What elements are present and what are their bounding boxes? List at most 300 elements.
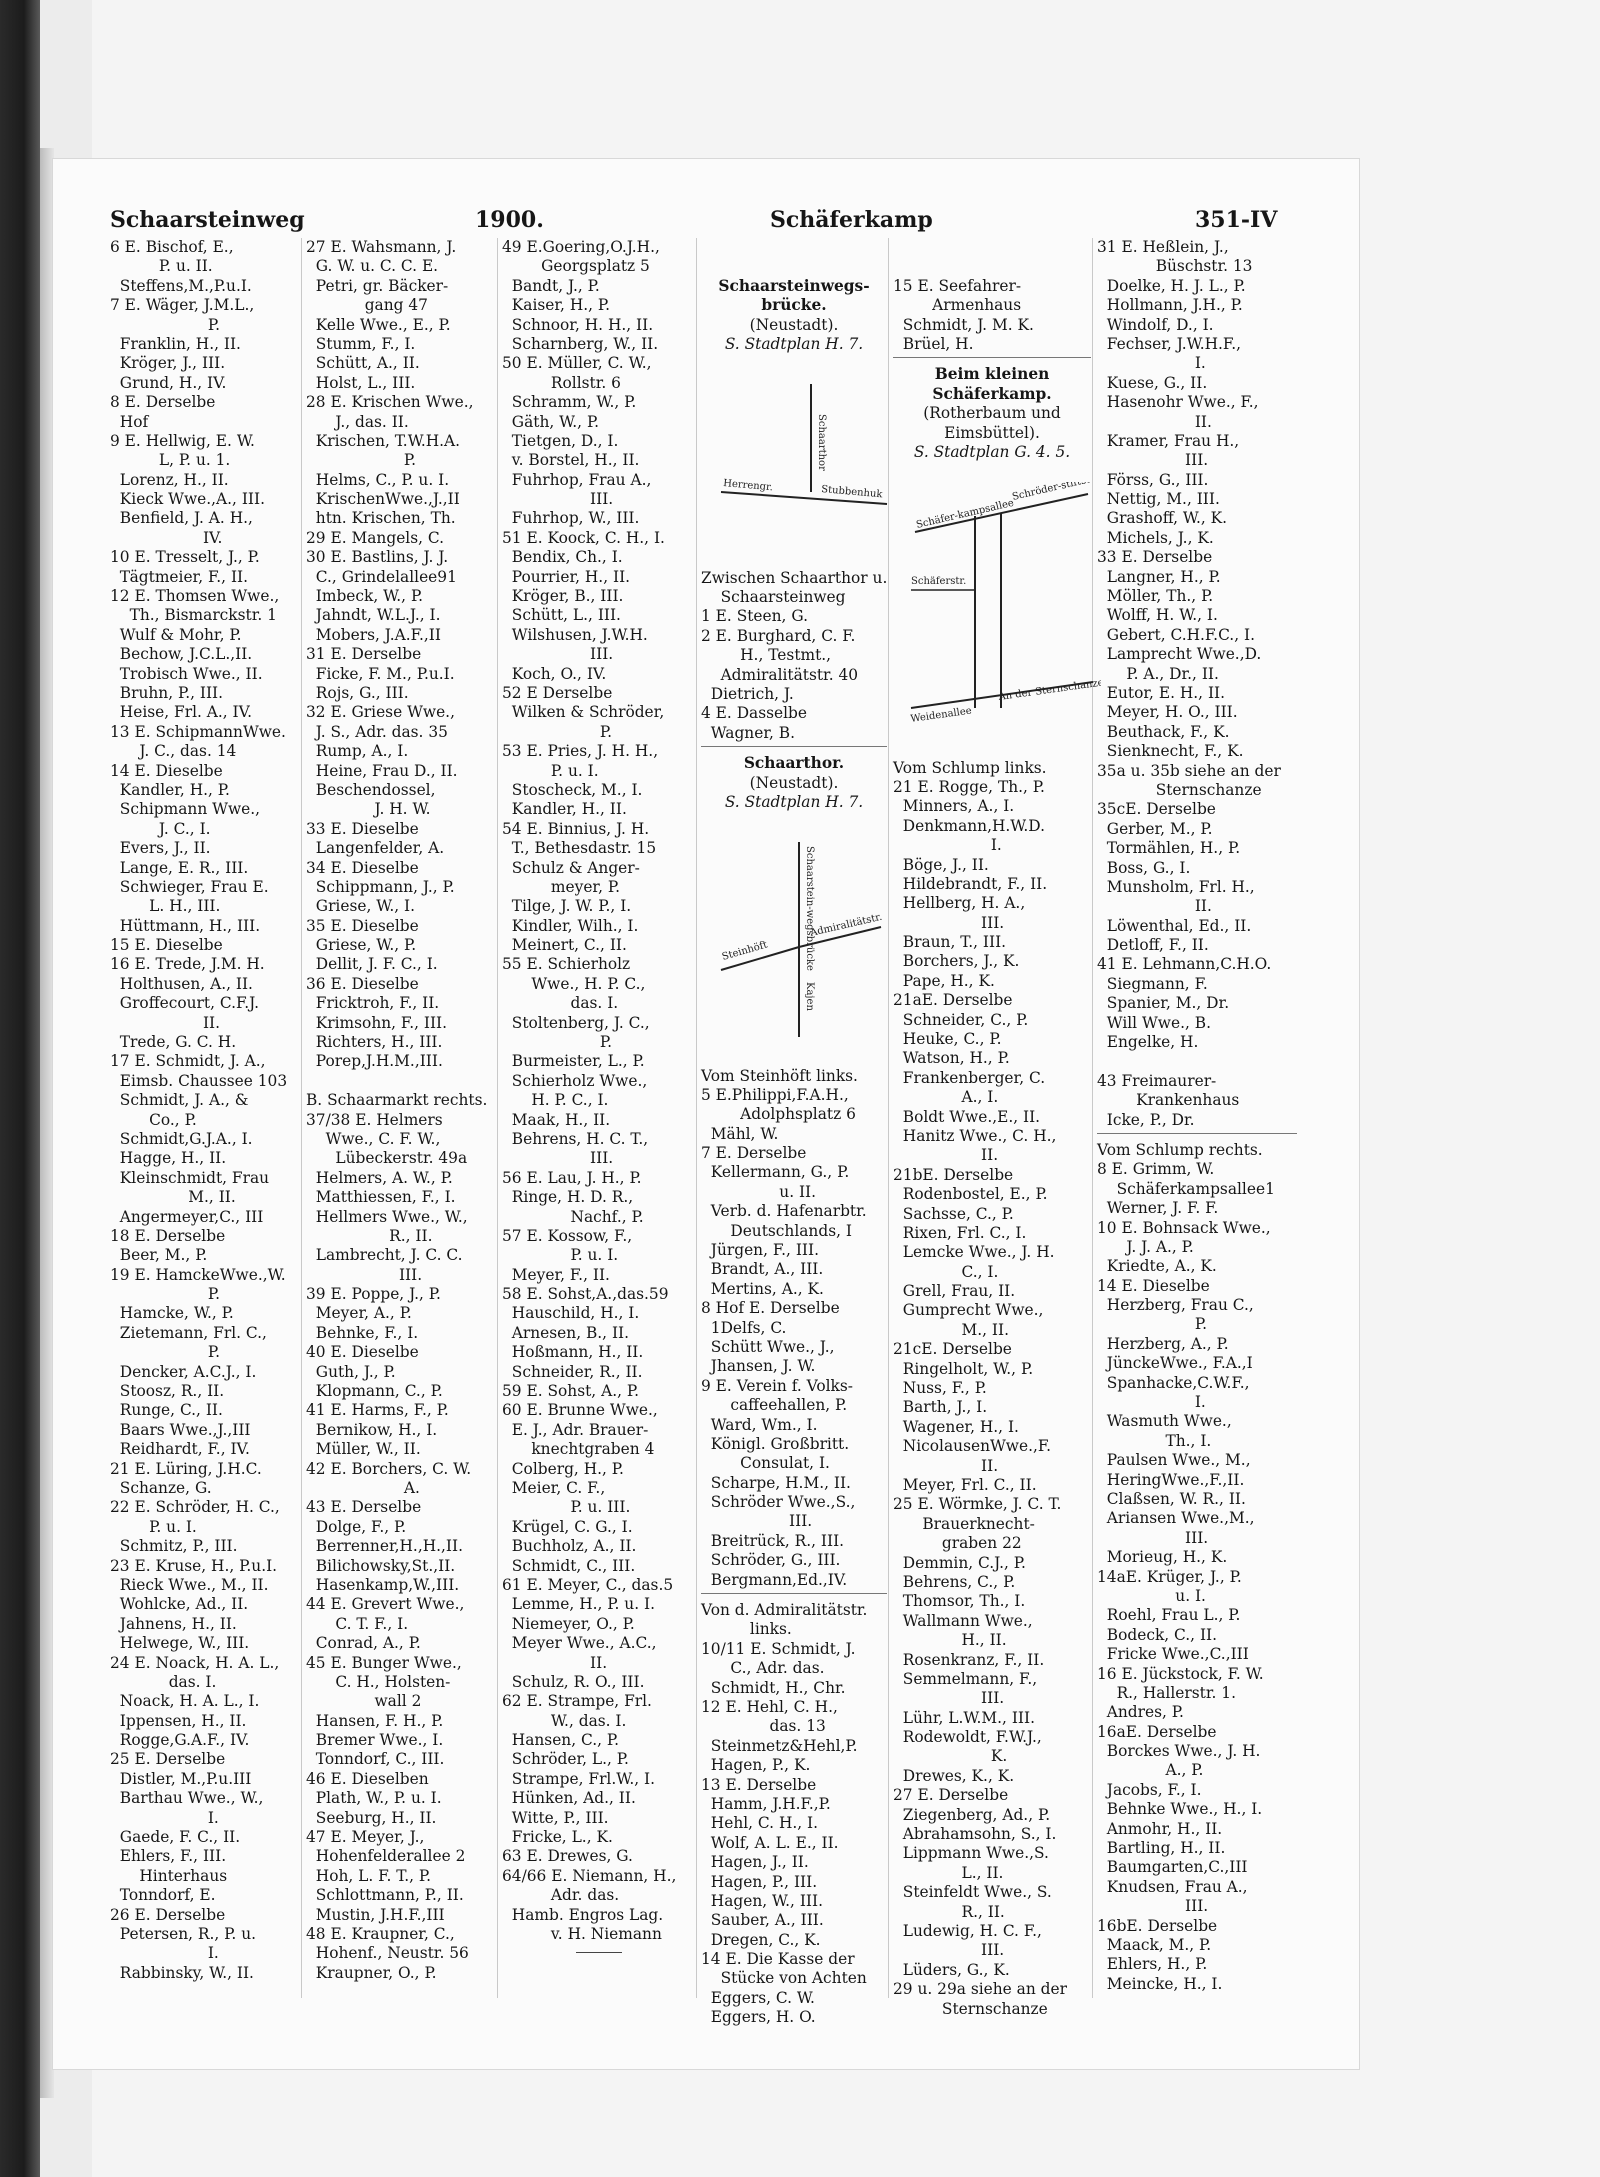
- directory-entry-line: H., II.: [893, 1631, 1007, 1650]
- directory-entry-line: C. T. F., I.: [306, 1614, 409, 1633]
- directory-entry-line: Admiralitätstr. 40: [701, 665, 859, 684]
- directory-entry-line: 18 E. Derselbe: [110, 1226, 226, 1245]
- directory-entry-line: Rabbinsky, W., II.: [110, 1963, 254, 1982]
- directory-entry-line: Adr. das.: [502, 1886, 620, 1905]
- directory-entry-line: II.: [1097, 412, 1212, 431]
- directory-entry-line: 7 E. Derselbe: [701, 1144, 807, 1163]
- directory-entry-line: Kuese, G., II.: [1097, 373, 1208, 392]
- directory-entry-line: 56 E. Lau, J. H., P.: [502, 1168, 642, 1187]
- directory-entry-line: Rojs, G., III.: [306, 683, 409, 702]
- map-label-top-right: Schröder-stiftstr.: [1010, 481, 1098, 503]
- directory-entry-line: Sternschanze: [893, 1999, 1048, 2018]
- directory-entry-line: 6 E. Bischof, E.,: [110, 238, 234, 256]
- directory-entry-line: Behnke, F., I.: [306, 1323, 419, 1342]
- directory-entry-line: L., II.: [893, 1863, 1004, 1882]
- directory-entry-line: Ippensen, H., II.: [110, 1711, 247, 1730]
- directory-entry-line: Plath, W., P. u. I.: [306, 1789, 442, 1808]
- directory-entry-line: 22 E. Schröder, H. C.,: [110, 1498, 280, 1517]
- directory-entry-line: Hoßmann, H., II.: [502, 1343, 644, 1362]
- directory-entry-line: Reidhardt, F., IV.: [110, 1440, 250, 1459]
- directory-entry-line: III.: [502, 490, 614, 509]
- directory-entry-line: Ringelholt, W., P.: [893, 1359, 1034, 1378]
- directory-entry-line: Dregen, C., K.: [701, 1930, 821, 1949]
- directory-entry-line: 33 E. Derselbe: [1097, 548, 1213, 567]
- directory-entry-line: 61 E. Meyer, C., das.5: [502, 1575, 674, 1594]
- beim-kleinen-schaeferkamp-heading: [893, 277, 1091, 463]
- directory-entry-line: Wagner, B.: [701, 723, 795, 742]
- directory-entry-line: Hagen, W., III.: [701, 1891, 823, 1910]
- directory-entry-line: links.: [701, 1620, 792, 1639]
- directory-entry-line: Th., Bismarckstr. 1: [110, 606, 277, 625]
- directory-entry-line: Königl. Großbritt.: [701, 1434, 850, 1453]
- directory-entry-line: Wolff, H. W., I.: [1097, 606, 1218, 625]
- directory-entry-line: Matthiessen, F., I.: [306, 1188, 456, 1207]
- directory-entry-line: Kleinschmidt, Frau: [110, 1168, 270, 1187]
- directory-entry-line: Hünken, Ad., II.: [502, 1789, 636, 1808]
- directory-entry-line: Lüders, G., K.: [893, 1960, 1010, 1979]
- directory-entry-line: 39 E. Poppe, J., P.: [306, 1285, 441, 1304]
- directory-entry-line: Stumm, F., I.: [306, 334, 416, 353]
- directory-entry-line: Lamprecht Wwe.,D.: [1097, 645, 1262, 664]
- directory-entry-line: T., Bethesdastr. 15: [502, 839, 657, 858]
- directory-entry-line: Jürgen, F., III.: [701, 1241, 819, 1260]
- directory-entry-line: Stücke von Achten: [701, 1969, 867, 1988]
- directory-entry-line: Schmitz, P., III.: [110, 1537, 238, 1556]
- directory-entry-line: Möller, Th., P.: [1097, 587, 1214, 606]
- directory-entry-line: Verb. d. Hafenarbtr.: [701, 1202, 867, 1221]
- directory-entry-line: C. H., Holsten-: [306, 1672, 451, 1691]
- directory-entry-line: 14 E. Die Kasse der: [701, 1950, 855, 1969]
- directory-entry-line: Schmidt, C., III.: [502, 1556, 636, 1575]
- directory-entry-line: graben 22: [893, 1534, 1022, 1553]
- directory-entry-line: III.: [893, 913, 1005, 932]
- directory-entry-line: Lemcke Wwe., J. H.: [893, 1243, 1055, 1262]
- directory-entry-line: Kröger, B., III.: [502, 587, 624, 606]
- directory-entry-line: Mähl, W.: [701, 1124, 779, 1143]
- directory-entry-line: Michels, J., K.: [1097, 528, 1214, 547]
- directory-entry-line: Schütt, L., III.: [502, 606, 621, 625]
- street-map-schaeferkamp: [903, 482, 1101, 734]
- directory-entry-line: P.: [306, 451, 416, 470]
- directory-entry-line: 64/66 E. Niemann, H.,: [502, 1866, 677, 1885]
- directory-entry-line: P. u. I.: [502, 1246, 619, 1265]
- directory-entry-line: 41 E. Lehmann,C.H.O.: [1097, 955, 1272, 974]
- section-heading: Schaarthor.: [743, 754, 845, 773]
- directory-entry-line: III.: [893, 1941, 1005, 1960]
- directory-entry-line: Müller, W., II.: [306, 1440, 421, 1459]
- directory-entry-line: Gebert, C.H.F.C., I.: [1097, 625, 1255, 644]
- directory-entry-line: Fuhrhop, W., III.: [502, 509, 640, 528]
- directory-entry-line: 21cE. Derselbe: [893, 1340, 1012, 1359]
- directory-entry-line: Meier, C. F.,: [502, 1479, 606, 1497]
- directory-entry-line: Schmidt,G.J.A., I.: [110, 1129, 253, 1148]
- directory-entry-line: Meinert, C., II.: [502, 936, 627, 955]
- directory-entry-line: I.: [893, 836, 1002, 855]
- directory-entry-line: Hildebrandt, F., II.: [893, 874, 1048, 893]
- directory-entry-line: S. Stadtplan G. 4. 5.: [913, 442, 1071, 461]
- directory-entry-line: Arnesen, B., II.: [502, 1323, 630, 1342]
- directory-entry-line: Hagen, J., II.: [701, 1853, 809, 1872]
- directory-entry-line: Rosenkranz, F., II.: [893, 1650, 1045, 1669]
- directory-entry-line: Schippmann, J., P.: [306, 877, 455, 896]
- directory-entry-line: Colberg, H., P.: [502, 1459, 624, 1478]
- directory-entry-line: Tilge, J. W. P., I.: [502, 897, 632, 916]
- directory-entry-line: Griese, W., P.: [306, 936, 417, 955]
- directory-entry-line: Bilichowsky,St.,II.: [306, 1556, 456, 1575]
- directory-entry-line: Hellberg, H. A.,: [893, 894, 1026, 913]
- directory-entry-line: 28 E. Krischen Wwe.,: [306, 393, 474, 412]
- directory-entry-line: Kraupner, O., P.: [306, 1963, 437, 1982]
- directory-entry-line: Hanitz Wwe., C. H.,: [893, 1126, 1057, 1145]
- directory-entry-line: 47 E. Meyer, J.,: [306, 1828, 425, 1847]
- directory-entry-line: I.: [110, 1944, 219, 1963]
- directory-entry-line: IV.: [110, 528, 223, 547]
- directory-entry-line: Stoosz, R., II.: [110, 1382, 225, 1401]
- directory-entry-line: J. C., das. 14: [110, 742, 237, 761]
- directory-entry-line: knechtgraben 4: [502, 1440, 655, 1459]
- directory-entry-line: Lambrecht, J. C. C.: [306, 1246, 463, 1265]
- directory-entry-line: 15 E. Dieselbe: [110, 936, 223, 955]
- directory-entry-line: 31 E. Derselbe: [306, 645, 422, 664]
- directory-entry-line: Claßsen, W. R., II.: [1097, 1490, 1246, 1508]
- directory-entry-line: W., das. I.: [502, 1711, 627, 1730]
- directory-entry-line: Meyer, Frl. C., II.: [893, 1476, 1037, 1494]
- directory-entry-line: Kandler, H., II.: [502, 800, 627, 819]
- directory-entry-line: 30 E. Bastlins, J. J.: [306, 548, 449, 567]
- directory-entry-line: Werner, J. F. F.: [1097, 1199, 1219, 1218]
- directory-entry-line: Benfield, J. A. H.,: [110, 509, 253, 528]
- directory-entry-line: Lühr, L.W.M., III.: [893, 1708, 1035, 1727]
- directory-entry-line: M., II.: [893, 1320, 1009, 1339]
- column-separator: [497, 238, 498, 1998]
- directory-entry-line: Th., I.: [1097, 1431, 1212, 1450]
- directory-entry-line: Meyer Wwe., A.C.,: [502, 1634, 657, 1653]
- directory-entry-line: II.: [1097, 897, 1212, 916]
- directory-entry-line: Hohenf., Neustr. 56: [306, 1944, 469, 1963]
- directory-entry-line: Lorenz, H., II.: [110, 470, 229, 489]
- directory-entry-line: Hansen, F. H., P.: [306, 1711, 444, 1730]
- directory-entry-line: 21 E. Lüring, J.H.C.: [110, 1459, 262, 1478]
- directory-entry-line: Grell, Frau, II.: [893, 1282, 1016, 1301]
- directory-entry-line: 7 E. Wäger, J.M.L.,: [110, 296, 255, 315]
- directory-entry-line: 42 E. Borchers, C. W.: [306, 1459, 472, 1478]
- schaeferkamp-entries: [893, 759, 1091, 2019]
- map-label-bottom-right: An der Sternschanze: [997, 677, 1101, 703]
- directory-entry-line: J., das. II.: [306, 412, 409, 431]
- directory-entry-line: [1097, 1052, 1297, 1071]
- directory-entry-line: Meyer, A., P.: [306, 1304, 412, 1323]
- directory-entry-line: P.: [110, 315, 220, 334]
- header-page-number: 351-IV: [1195, 207, 1278, 233]
- directory-entry-line: Bernikow, H., I.: [306, 1420, 438, 1439]
- directory-entry-line: 29 u. 29a siehe an der: [893, 1980, 1067, 1999]
- directory-entry-line: Jacobs, F., I.: [1097, 1780, 1202, 1799]
- directory-entry-line: Rodewoldt, F.W.J.,: [893, 1728, 1042, 1747]
- directory-entry-line: gang 47: [306, 296, 428, 315]
- directory-entry-line: Schütt Wwe., J.,: [701, 1337, 835, 1356]
- directory-entry-line: 35 E. Dieselbe: [306, 916, 419, 935]
- directory-entry-line: Hasenohr Wwe., F.,: [1097, 393, 1259, 412]
- directory-entry-line: 8 E. Derselbe: [110, 393, 216, 412]
- directory-entry-line: Doelke, H. J. L., P.: [1097, 276, 1246, 295]
- directory-entry-line: Dencker, A.C.J., I.: [110, 1362, 257, 1381]
- directory-entry-line: Holthusen, A., II.: [110, 974, 253, 993]
- directory-entry-line: Frankenberger, C.: [893, 1068, 1046, 1087]
- directory-entry-line: II.: [893, 1456, 999, 1475]
- directory-entry-line: Bandt, J., P.: [502, 276, 600, 295]
- directory-entry-line: Wagener, H., I.: [893, 1417, 1019, 1436]
- directory-entry-line: J. S., Adr. das. 35: [306, 722, 448, 741]
- directory-entry-line: u. II.: [701, 1182, 817, 1201]
- directory-entry-line: P.: [502, 722, 612, 741]
- directory-entry-line: 55 E. Schierholz: [502, 955, 631, 974]
- directory-entry-line: Semmelmann, F.,: [893, 1669, 1038, 1688]
- directory-entry-line: K.: [893, 1747, 1008, 1766]
- directory-entry-line: 52 E Derselbe: [502, 683, 613, 702]
- directory-entry-line: 50 E. Müller, C. W.,: [502, 354, 652, 373]
- directory-entry-line: Seeburg, H., II.: [306, 1808, 437, 1827]
- directory-entry-line: Wolf, A. L. E., II.: [701, 1833, 839, 1852]
- directory-entry-line: Von d. Admiralitätstr.: [701, 1601, 868, 1620]
- directory-entry-line: HeringWwe.,F.,II.: [1097, 1470, 1245, 1489]
- directory-entry-line: Ziegenberg, Ad., P.: [893, 1805, 1051, 1824]
- directory-entry-line: Beuthack, F., K.: [1097, 722, 1230, 741]
- directory-entry-line: Minners, A., I.: [893, 797, 1015, 816]
- directory-entry-line: u. I.: [1097, 1586, 1206, 1605]
- directory-entry-line: 25 E. Wörmke, J. C. T.: [893, 1495, 1062, 1514]
- directory-entry-line: I.: [1097, 1393, 1206, 1412]
- directory-entry-line: Tägtmeier, F., II.: [110, 567, 249, 586]
- directory-entry-line: Eimsb. Chaussee 103: [110, 1071, 288, 1090]
- directory-entry-line: Hamm, J.H.F.,P.: [701, 1794, 831, 1813]
- directory-entry-line: H., Testmt.,: [701, 646, 832, 665]
- directory-entry-line: Helmers, A. W., P.: [306, 1168, 453, 1187]
- directory-entry-line: Franklin, H., II.: [110, 334, 241, 353]
- directory-entry-line: Schmidt, J. A., &: [110, 1091, 249, 1110]
- directory-entry-line: Eimsbüttel).: [944, 423, 1040, 442]
- directory-entry-line: Barth, J., I.: [893, 1398, 988, 1417]
- directory-entry-line: 53 E. Pries, J. H. H.,: [502, 742, 659, 761]
- directory-entry-line: E. J., Adr. Brauer-: [502, 1420, 649, 1439]
- directory-entry-line: Ehlers, H., P.: [1097, 1955, 1208, 1974]
- header-street-left: Schaarsteinweg: [110, 207, 305, 233]
- directory-entry-line: Heine, Frau D., II.: [306, 761, 458, 780]
- directory-entry-line: Kriedte, A., K.: [1097, 1257, 1217, 1276]
- directory-entry-line: 25 E. Derselbe: [110, 1750, 226, 1769]
- directory-entry-line: Mobers, J.A.F.,II: [306, 625, 441, 644]
- directory-entry-line: Schröder Wwe.,S.,: [701, 1493, 856, 1512]
- directory-entry-line: 16bE. Derselbe: [1097, 1916, 1218, 1935]
- directory-entry-line: Spanier, M., Dr.: [1097, 994, 1230, 1013]
- directory-entry-line: Lübeckerstr. 49a: [306, 1149, 468, 1168]
- directory-entry-line: [306, 1072, 496, 1091]
- directory-entry-line: Hohenfelderallee 2: [306, 1847, 466, 1866]
- directory-entry-line: II.: [893, 1146, 999, 1165]
- directory-entry-line: 17 E. Schmidt, J. A.,: [110, 1052, 266, 1071]
- directory-entry-line: Sienknecht, F., K.: [1097, 742, 1244, 761]
- directory-entry-line: I.: [1097, 354, 1206, 373]
- directory-entry-line: III.: [1097, 451, 1209, 470]
- directory-entry-line: S. Stadtplan H. 7.: [724, 334, 864, 353]
- directory-entry-line: Wohlcke, Ad., II.: [110, 1595, 249, 1614]
- directory-entry-line: I.: [110, 1808, 219, 1827]
- directory-entry-line: Porep,J.H.M.,III.: [306, 1052, 443, 1071]
- directory-entry-line: Gumprecht Wwe.,: [893, 1301, 1044, 1320]
- directory-entry-line: Bruhn, P., III.: [110, 683, 224, 702]
- directory-entry-line: Ficke, F. M., P.u.I.: [306, 664, 455, 683]
- directory-entry-line: 26 E. Derselbe: [110, 1905, 226, 1924]
- directory-entry-line: Detloff, F., II.: [1097, 936, 1209, 955]
- section-heading: brücke.: [761, 296, 827, 315]
- directory-entry-line: Hauschild, H., I.: [502, 1304, 640, 1323]
- directory-entry-line: III.: [893, 1689, 1005, 1708]
- directory-entry-line: Guth, J., P.: [306, 1362, 396, 1381]
- directory-entry-line: Deutschlands, I: [701, 1221, 852, 1240]
- directory-entry-line: Schulz, R. O., III.: [502, 1672, 645, 1691]
- directory-entry-line: Ehlers, F., III.: [110, 1847, 227, 1866]
- section-heading: Schaarsteinwegs-: [718, 276, 870, 295]
- directory-entry-line: P.: [502, 1033, 612, 1052]
- directory-entry-line: Hamb. Engros Lag.: [502, 1905, 664, 1924]
- directory-entry-line: Schwieger, Frau E.: [110, 877, 269, 896]
- directory-entry-line: 2 E. Burghard, C. F.: [701, 626, 856, 645]
- directory-entry-line: 8 Hof E. Derselbe: [701, 1299, 840, 1318]
- directory-entry-line: 34 E. Dieselbe: [306, 858, 419, 877]
- directory-entry-line: Kramer, Frau H.,: [1097, 431, 1240, 450]
- directory-entry-line: 59 E. Sohst, A., P.: [502, 1382, 640, 1401]
- directory-entry-line: Angermeyer,C., III: [110, 1207, 264, 1226]
- directory-entry-line: Boldt Wwe.,E., II.: [893, 1107, 1041, 1126]
- directory-entry-line: Ringe, H. D. R.,: [502, 1188, 634, 1207]
- directory-entry-line: Rixen, Frl. C., I.: [893, 1223, 1027, 1242]
- directory-entry-line: Wasmuth Wwe.,: [1097, 1412, 1232, 1431]
- directory-entry-line: Sachsse, C., P.: [893, 1204, 1014, 1223]
- directory-entry-line: Borchers, J., K.: [893, 952, 1020, 971]
- directory-entry-line: Brauerknecht-: [893, 1514, 1035, 1533]
- directory-entry-line: Ludewig, H. C. F.,: [893, 1921, 1042, 1940]
- directory-entry-line: 21bE. Derselbe: [893, 1165, 1014, 1184]
- directory-entry-line: L. H., III.: [110, 897, 221, 916]
- directory-entry-line: Tormählen, H., P.: [1097, 839, 1241, 858]
- directory-entry-line: meyer, P.: [502, 877, 621, 896]
- directory-entry-line: Buchholz, A., II.: [502, 1537, 637, 1556]
- directory-entry-line: Meincke, H., I.: [1097, 1974, 1223, 1993]
- schaarsteinwegsbruecke-heading: [701, 277, 887, 355]
- column-2: [306, 238, 496, 1983]
- directory-entry-line: Beschendossel,: [306, 780, 436, 799]
- directory-entry-line: 16 E. Trede, J.M. H.: [110, 955, 265, 974]
- directory-entry-line: Behrens, C., P.: [893, 1572, 1016, 1591]
- directory-entry-line: Schulz & Anger-: [502, 858, 640, 877]
- directory-entry-line: Hagen, P., K.: [701, 1756, 811, 1775]
- directory-entry-line: Niemeyer, O., P.: [502, 1614, 635, 1633]
- street-map-schaarthor: [711, 832, 897, 1042]
- directory-entry-line: Langner, H., P.: [1097, 567, 1221, 586]
- directory-entry-line: Behnke Wwe., H., I.: [1097, 1800, 1263, 1819]
- directory-entry-line: Siegmann, F.: [1097, 974, 1208, 993]
- directory-entry-line: 5 E.Philippi,F.A.H.,: [701, 1085, 849, 1104]
- directory-entry-line: Kelle Wwe., E., P.: [306, 315, 451, 334]
- directory-entry-line: 49 E.Goering,O.J.H.,: [502, 238, 660, 256]
- directory-entry-line: 13 E. Derselbe: [701, 1775, 817, 1794]
- directory-entry-line: Bartling, H., II.: [1097, 1839, 1226, 1858]
- directory-entry-line: v. H. Niemann: [502, 1924, 662, 1943]
- directory-entry-line: Heuke, C., P.: [893, 1030, 1002, 1049]
- directory-entry-line: 14 E. Dieselbe: [1097, 1276, 1210, 1295]
- directory-entry-line: Bergmann,Ed.,IV.: [701, 1570, 848, 1589]
- directory-entry-line: Noack, H. A. L., I.: [110, 1692, 260, 1711]
- section-divider: [893, 357, 1091, 365]
- directory-entry-line: G. W. u. C. C. E.: [306, 257, 439, 276]
- directory-entry-line: Jahnens, H., II.: [110, 1614, 237, 1633]
- directory-entry-line: Maack, M., P.: [1097, 1935, 1212, 1954]
- directory-entry-line: Koch, O., IV.: [502, 664, 607, 683]
- directory-entry-line: Helwege, W., III.: [110, 1634, 250, 1653]
- directory-entry-line: Nettig, M., III.: [1097, 490, 1220, 509]
- directory-entry-line: 35a u. 35b siehe an der: [1097, 761, 1281, 780]
- directory-entry-line: Consulat, I.: [701, 1454, 830, 1473]
- section-divider: [701, 1593, 887, 1601]
- directory-entry-line: Wwe., C. F. W.,: [306, 1129, 441, 1148]
- directory-entry-line: 14 E. Dieselbe: [110, 761, 223, 780]
- directory-entry-line: Grund, H., IV.: [110, 373, 227, 392]
- directory-entry-line: Andres, P.: [1097, 1703, 1184, 1722]
- directory-entry-line: Fechser, J.W.H.F.,: [1097, 334, 1241, 353]
- directory-entry-line: wall 2: [306, 1692, 422, 1711]
- directory-entry-line: Vom Schlump links.: [893, 758, 1047, 777]
- directory-entry-line: Baumgarten,C.,III: [1097, 1858, 1248, 1877]
- directory-entry-line: Witte, P., III.: [502, 1808, 609, 1827]
- directory-entry-line: Co., P.: [110, 1110, 197, 1129]
- directory-entry-line: Stoscheck, M., I.: [502, 780, 643, 799]
- directory-entry-line: Jahndt, W.L.J., I.: [306, 606, 441, 625]
- directory-entry-line: P.: [110, 1343, 220, 1362]
- directory-entry-line: 60 E. Brunne Wwe.,: [502, 1401, 658, 1420]
- directory-entry-line: Bremer Wwe., I.: [306, 1731, 444, 1750]
- directory-entry-line: Böge, J., II.: [893, 855, 989, 874]
- directory-entry-line: 46 E. Dieselben: [306, 1769, 429, 1788]
- directory-entry-line: 10 E. Tresselt, J., P.: [110, 548, 260, 567]
- directory-entry-line: 33 E. Dieselbe: [306, 819, 419, 838]
- directory-entry-line: Rodenbostel, E., P.: [893, 1185, 1048, 1204]
- directory-entry-line: Schanze, G.: [110, 1479, 212, 1497]
- directory-entry-line: 58 E. Sohst,A.,das.59: [502, 1285, 669, 1304]
- directory-entry-line: P.: [110, 1285, 220, 1304]
- directory-entry-line: Pape, H., K.: [893, 971, 995, 990]
- directory-entry-line: Gäth, W., P.: [502, 412, 600, 431]
- map-label-west: Steinhöft: [720, 939, 769, 963]
- directory-entry-line: 27 E. Wahsmann, J.: [306, 238, 457, 256]
- directory-entry-line: Rieck Wwe., M., II.: [110, 1575, 269, 1594]
- directory-entry-line: Engelke, H.: [1097, 1033, 1199, 1052]
- directory-entry-line: das. 13: [701, 1717, 826, 1736]
- directory-entry-line: Hansen, C., P.: [502, 1731, 620, 1750]
- map-label-west: Schäferstr.: [910, 575, 967, 587]
- directory-entry-line: Scharpe, H.M., II.: [701, 1473, 851, 1492]
- directory-entry-line: P. u. III.: [502, 1498, 631, 1517]
- directory-entry-line: 43 Freimaurer-: [1097, 1071, 1217, 1090]
- directory-entry-line: C., I.: [893, 1262, 999, 1281]
- directory-entry-line: Hasenkamp,W.,III.: [306, 1575, 460, 1594]
- directory-entry-line: das. I.: [110, 1672, 217, 1691]
- directory-entry-line: Sauber, A., III.: [701, 1911, 824, 1930]
- directory-entry-line: Hagen, P., III.: [701, 1872, 818, 1891]
- directory-entry-line: Evers, J., II.: [110, 839, 211, 858]
- directory-entry-line: Schneider, C., P.: [893, 1010, 1029, 1029]
- directory-entry-line: 1Delfs, C.: [701, 1318, 787, 1337]
- directory-entry-line: S. Stadtplan H. 7.: [724, 792, 864, 811]
- directory-entry-line: Boss, G., I.: [1097, 858, 1191, 877]
